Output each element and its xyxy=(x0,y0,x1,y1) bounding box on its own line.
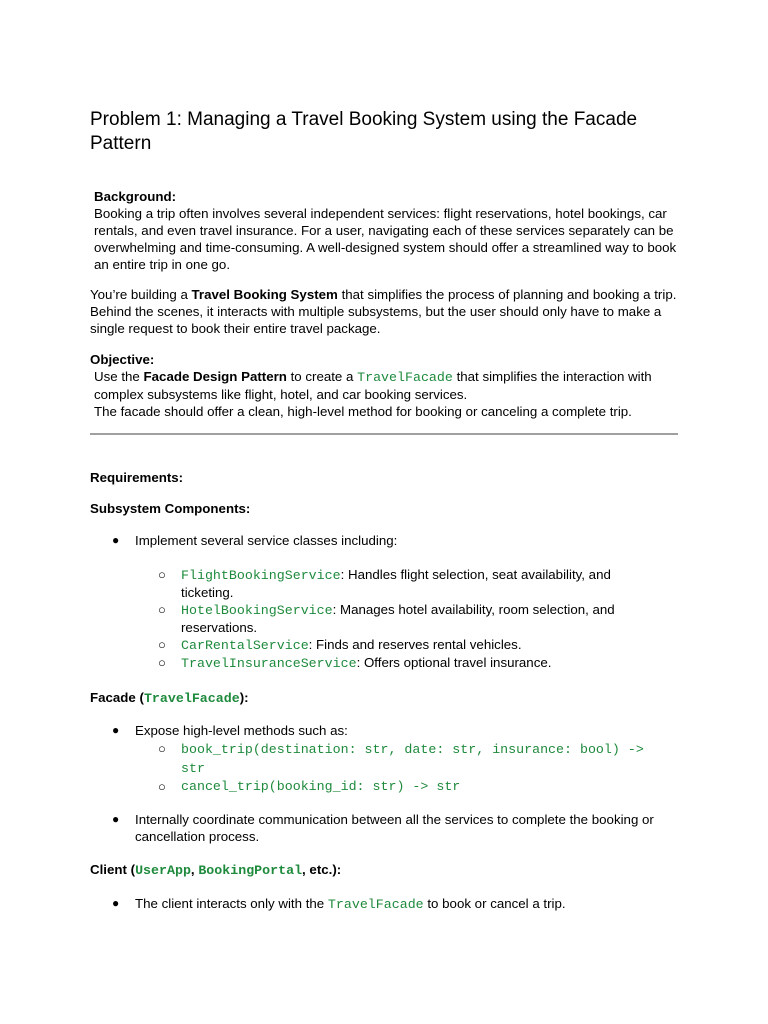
bullet-icon: ● xyxy=(112,896,120,910)
client-heading: Client (UserApp, BookingPortal, etc.): xyxy=(90,862,342,878)
circle-bullet-icon: ○ xyxy=(158,602,166,617)
intro-text-1: You’re building a xyxy=(90,287,192,302)
page-title: Problem 1: Managing a Travel Booking System using the Facade Pattern xyxy=(90,109,638,154)
bullet-icon: ● xyxy=(112,533,120,547)
objective-to-create: to create a xyxy=(286,369,358,384)
bullet-icon: ● xyxy=(112,723,120,737)
circle-bullet-icon: ○ xyxy=(158,567,166,582)
circle-bullet-icon: ○ xyxy=(158,741,166,756)
objective-heading: Objective: xyxy=(90,352,155,367)
intro-text-2: that simplifies the process of planning and booking a trip. Behind the scenes, it interacts with multiple subsystems, but the user should only have to make a single request to book their entire travel package. xyxy=(90,287,677,336)
objective-pattern: Facade Design Pattern xyxy=(143,369,287,384)
objective-use: Use the xyxy=(94,369,144,384)
intro-bold: Travel Booking System xyxy=(191,287,338,302)
requirements-heading: Requirements: xyxy=(90,470,184,485)
subsystem-heading: Subsystem Components: xyxy=(90,501,251,516)
circle-bullet-icon: ○ xyxy=(158,779,166,794)
horizontal-divider xyxy=(90,433,678,435)
facade-heading: Facade (TravelFacade): xyxy=(90,690,249,706)
circle-bullet-icon: ○ xyxy=(158,655,166,670)
circle-bullet-icon: ○ xyxy=(158,637,166,652)
background-heading: Background: xyxy=(94,189,177,204)
intro-paragraph xyxy=(90,286,682,337)
background-section xyxy=(90,188,682,273)
objective-facade-code: TravelFacade xyxy=(357,370,453,385)
objective-line2: The facade should offer a clean, high-level method for booking or canceling a complete trip. xyxy=(94,404,632,419)
bullet-icon: ● xyxy=(112,812,120,826)
background-text: Booking a trip often involves several independent services: flight reservations, hotel bookings, car rentals, and even travel insurance. For a user, navigating each of these services separately can be overwhelming and time-consuming. A well-designed system should offer a streamlined way to book an entire trip in one go. xyxy=(94,206,677,272)
objective-rest: that simplifies the interaction with complex subsystems like flight, hotel, and car booking services. xyxy=(94,369,652,402)
objective-section xyxy=(90,351,682,420)
